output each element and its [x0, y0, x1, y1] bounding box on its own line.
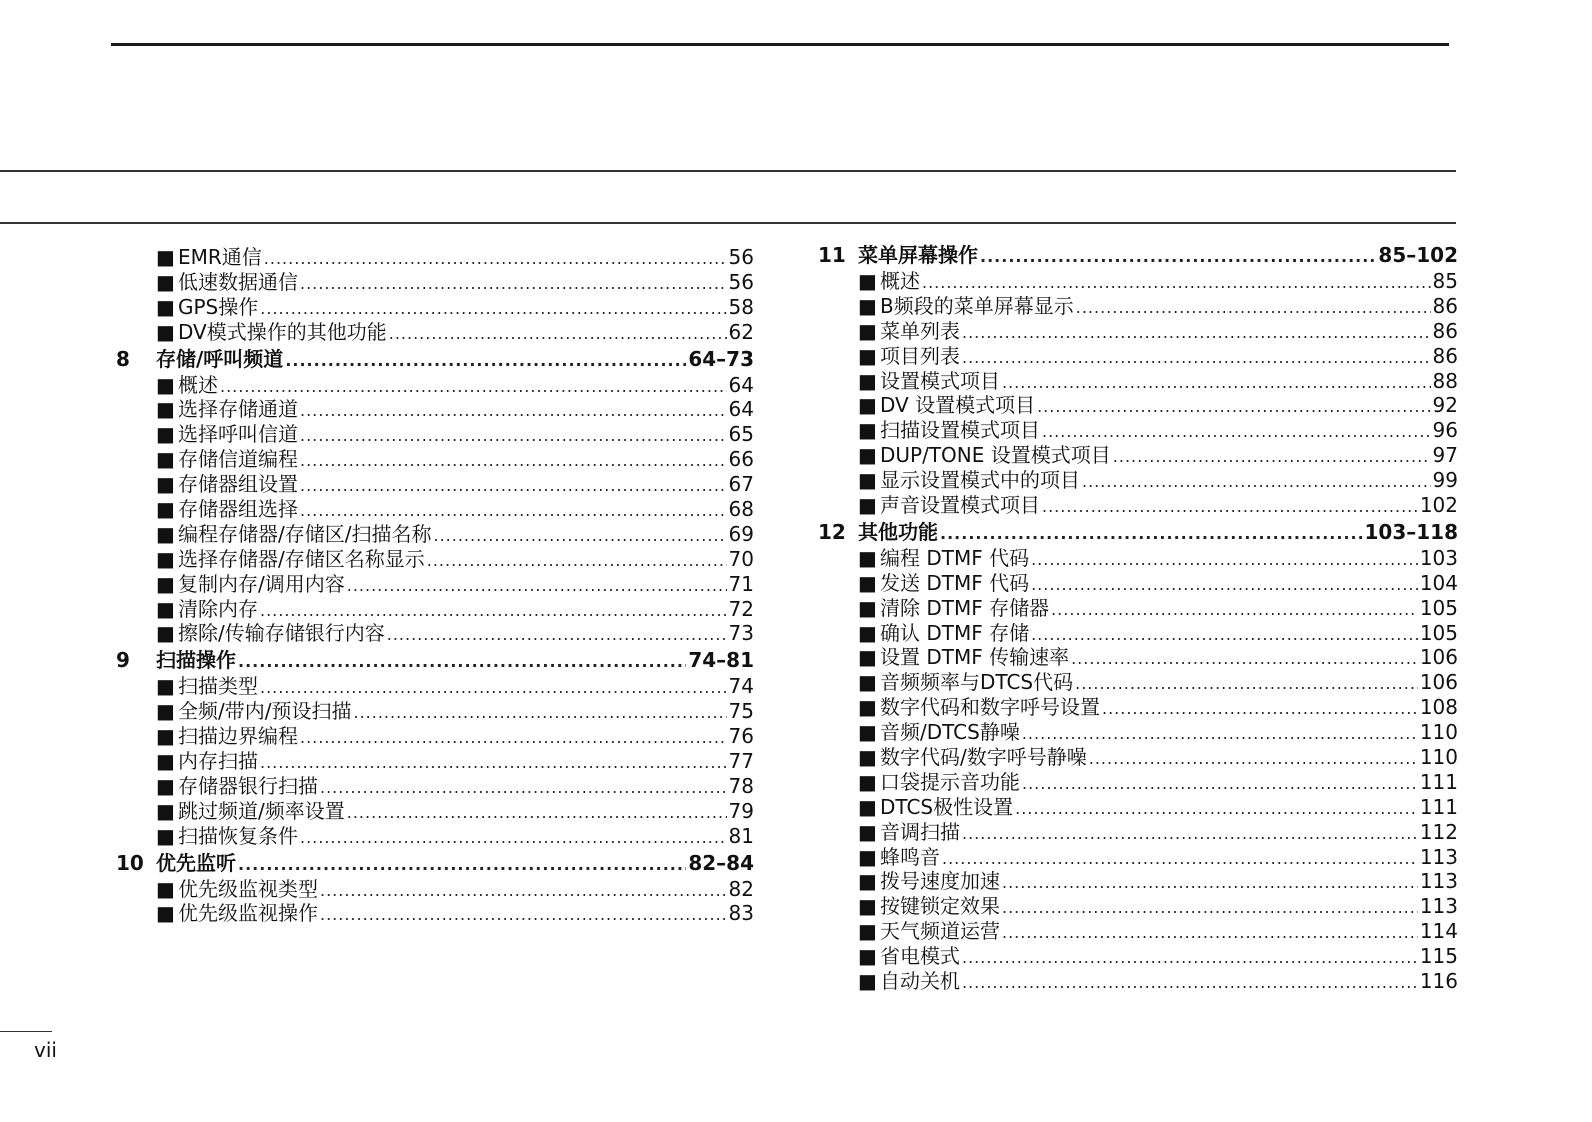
dot-leader [1089, 745, 1418, 772]
toc-entry[interactable] [818, 894, 1458, 919]
dot-leader [1022, 720, 1418, 747]
toc-entry[interactable] [818, 720, 1458, 745]
dot-leader [962, 969, 1418, 996]
square-bullet-icon: ■ [156, 521, 175, 546]
toc-entry[interactable] [116, 547, 754, 572]
entry-page: 103–118 [1364, 519, 1458, 544]
entry-page: 71 [728, 571, 754, 596]
dot-leader [962, 944, 1418, 971]
dot-leader [387, 621, 727, 648]
entry-title: 项目列表 [880, 343, 960, 368]
square-bullet-icon: ■ [858, 745, 877, 770]
dot-leader [238, 849, 686, 879]
entry-title: 设置 DTMF 传输速率 [880, 645, 1070, 670]
toc-entry[interactable] [818, 820, 1458, 845]
page-number: vii [34, 1038, 57, 1062]
toc-entry[interactable] [818, 269, 1458, 294]
entry-title: 蜂鸣音 [880, 844, 940, 869]
chapter-number: 11 [818, 243, 846, 267]
dot-leader [922, 269, 1431, 296]
entry-page: 110 [1419, 745, 1458, 770]
entry-title: 存储器银行扫描 [178, 773, 318, 798]
dot-leader [1031, 571, 1418, 598]
dot-leader [260, 749, 727, 776]
square-bullet-icon: ■ [156, 397, 175, 422]
header-rule-upper [0, 170, 1456, 172]
square-bullet-icon: ■ [156, 674, 175, 699]
toc-entry[interactable] [116, 320, 754, 345]
chapter-number: 8 [116, 346, 130, 371]
square-bullet-icon: ■ [858, 819, 877, 844]
dot-leader [1002, 894, 1418, 921]
chapter-number: 9 [116, 648, 130, 673]
square-bullet-icon: ■ [156, 699, 175, 724]
toc-entry[interactable] [116, 877, 754, 902]
entry-title: 自动关机 [880, 969, 960, 994]
dot-leader [300, 472, 727, 499]
square-bullet-icon: ■ [858, 769, 877, 794]
dot-leader [1102, 695, 1418, 722]
dot-leader [1075, 670, 1418, 697]
square-bullet-icon: ■ [156, 798, 175, 823]
entry-page: 111 [1419, 794, 1458, 819]
entry-title: 擦除/传输存储银行内容 [178, 621, 385, 646]
entry-page: 66 [728, 447, 754, 472]
entry-page: 72 [728, 596, 754, 621]
toc-entry[interactable] [818, 745, 1458, 770]
dot-leader [1015, 795, 1418, 822]
dot-leader [300, 447, 727, 474]
dot-leader [1042, 493, 1418, 520]
toc-entry[interactable] [818, 919, 1458, 944]
entry-title: EMR通信 [178, 245, 262, 269]
toc-entry[interactable] [116, 699, 754, 724]
entry-title: 低速数据通信 [178, 269, 298, 294]
toc-entry[interactable] [818, 546, 1458, 571]
square-bullet-icon: ■ [156, 823, 175, 848]
entry-title: 概述 [178, 372, 218, 397]
entry-title: 拨号速度加速 [880, 869, 1000, 894]
entry-page: 74 [728, 674, 754, 699]
entry-page: 115 [1419, 944, 1458, 969]
entry-page: 105 [1419, 595, 1458, 620]
entry-title: 确认 DTMF 存储 [880, 620, 1030, 645]
square-bullet-icon: ■ [156, 596, 175, 621]
square-bullet-icon: ■ [156, 319, 175, 344]
entry-page: 108 [1419, 695, 1458, 720]
square-bullet-icon: ■ [156, 901, 175, 926]
header-rule-lower [0, 222, 1456, 224]
entry-title: 存储信道编程 [178, 447, 298, 472]
square-bullet-icon: ■ [858, 393, 877, 418]
entry-page: 85–102 [1378, 243, 1458, 267]
entry-page: 79 [728, 798, 754, 823]
entry-page: 112 [1419, 819, 1458, 844]
square-bullet-icon: ■ [858, 844, 877, 869]
dot-leader [300, 497, 727, 524]
entry-title: DTCS极性设置 [880, 794, 1014, 819]
dot-leader [238, 646, 686, 676]
entry-page: 58 [728, 294, 754, 319]
dot-leader [347, 572, 727, 599]
toc-entry[interactable] [818, 468, 1458, 493]
entry-page: 114 [1419, 919, 1458, 944]
entry-title: 内存扫描 [178, 749, 258, 774]
square-bullet-icon: ■ [156, 621, 175, 646]
top-rule [111, 43, 1449, 46]
entry-page: 88 [1432, 368, 1458, 393]
entry-title: 选择存储通道 [178, 397, 298, 422]
toc-entry[interactable] [116, 295, 754, 320]
square-bullet-icon: ■ [858, 969, 877, 994]
square-bullet-icon: ■ [156, 724, 175, 749]
toc-entry[interactable] [116, 472, 754, 497]
dot-leader [433, 522, 726, 549]
entry-page: 81 [728, 823, 754, 848]
dot-leader [300, 724, 727, 751]
entry-title: 按键锁定效果 [880, 894, 1000, 919]
dot-leader [347, 799, 727, 826]
dot-leader [962, 319, 1431, 346]
dot-leader [940, 518, 1363, 548]
square-bullet-icon: ■ [156, 447, 175, 472]
entry-title: 优先监听 [156, 850, 236, 875]
entry-title: DUP/TONE 设置模式项目 [880, 443, 1111, 468]
entry-title: 选择呼叫信道 [178, 422, 298, 447]
square-bullet-icon: ■ [858, 595, 877, 620]
dot-leader [320, 877, 727, 904]
entry-page: 64 [728, 397, 754, 422]
toc-entry[interactable] [116, 799, 754, 824]
toc-entry[interactable] [818, 670, 1458, 695]
entry-title: 声音设置模式项目 [880, 493, 1040, 518]
entry-page: 56 [728, 269, 754, 294]
dot-leader [389, 320, 727, 347]
square-bullet-icon: ■ [156, 749, 175, 774]
dot-leader [1031, 546, 1418, 573]
entry-page: 74–81 [688, 648, 754, 673]
toc-entry[interactable] [116, 397, 754, 422]
entry-title: 概述 [880, 269, 920, 293]
square-bullet-icon: ■ [858, 894, 877, 919]
square-bullet-icon: ■ [858, 418, 877, 443]
entry-title: 设置模式项目 [880, 368, 1000, 393]
toc-chapter-heading[interactable] [818, 518, 1458, 546]
toc-entry[interactable] [818, 344, 1458, 369]
footer-rule [0, 1031, 52, 1032]
square-bullet-icon: ■ [156, 546, 175, 571]
entry-page: 99 [1432, 468, 1458, 493]
toc-entry[interactable] [116, 901, 754, 926]
dot-leader [1002, 369, 1431, 396]
square-bullet-icon: ■ [858, 944, 877, 969]
entry-title: 扫描操作 [156, 648, 236, 673]
entry-page: 92 [1432, 393, 1458, 418]
entry-title: DV 设置模式项目 [880, 393, 1036, 418]
dot-leader [320, 901, 727, 928]
entry-page: 65 [728, 422, 754, 447]
dot-leader [285, 345, 686, 375]
dot-leader [300, 270, 727, 297]
entry-title: 优先级监视操作 [178, 901, 318, 926]
toc-entry[interactable] [116, 597, 754, 622]
entry-title: 清除内存 [178, 596, 258, 621]
entry-title: 菜单屏幕操作 [858, 243, 978, 267]
entry-title: 存储器组设置 [178, 472, 298, 497]
square-bullet-icon: ■ [156, 372, 175, 397]
entry-page: 75 [728, 699, 754, 724]
entry-page: 64–73 [688, 346, 754, 371]
entry-title: 口袋提示音功能 [880, 769, 1020, 794]
dot-leader [1082, 468, 1431, 495]
toc-entry[interactable] [818, 319, 1458, 344]
toc-entry[interactable] [818, 969, 1458, 994]
entry-title: 存储/呼叫频道 [156, 346, 284, 371]
entry-page: 116 [1419, 969, 1458, 994]
entry-page: 86 [1432, 343, 1458, 368]
chapter-number: 12 [818, 519, 846, 544]
entry-title: 显示设置模式中的项目 [880, 468, 1080, 493]
dot-leader [320, 774, 727, 801]
entry-page: 85 [1432, 269, 1458, 293]
toc-column-right [818, 241, 1458, 994]
entry-title: 数字代码和数字呼号设置 [880, 695, 1100, 720]
entry-page: 64 [728, 372, 754, 397]
dot-leader [942, 845, 1418, 872]
dot-leader [962, 820, 1418, 847]
entry-title: 全频/带内/预设扫描 [178, 699, 352, 724]
entry-page: 70 [728, 546, 754, 571]
square-bullet-icon: ■ [858, 443, 877, 468]
entry-page: 106 [1419, 645, 1458, 670]
dot-leader [260, 674, 727, 701]
square-bullet-icon: ■ [858, 919, 877, 944]
toc-entry[interactable] [818, 695, 1458, 720]
entry-title: 扫描设置模式项目 [880, 418, 1040, 443]
toc-entry[interactable] [818, 596, 1458, 621]
square-bullet-icon: ■ [156, 269, 175, 294]
square-bullet-icon: ■ [858, 670, 877, 695]
entry-page: 111 [1419, 769, 1458, 794]
dot-leader [300, 824, 727, 851]
square-bullet-icon: ■ [858, 570, 877, 595]
entry-page: 86 [1432, 293, 1458, 318]
entry-page: 56 [728, 245, 754, 269]
dot-leader [1037, 393, 1430, 420]
dot-leader [1002, 919, 1418, 946]
toc-entry[interactable] [818, 770, 1458, 795]
entry-page: 68 [728, 497, 754, 522]
entry-title: 菜单列表 [880, 318, 960, 343]
chapter-number: 10 [116, 850, 144, 875]
toc-entry[interactable] [818, 493, 1458, 518]
toc-entry[interactable] [116, 245, 754, 270]
dot-leader [1042, 418, 1431, 445]
toc-entry[interactable] [818, 795, 1458, 820]
square-bullet-icon: ■ [858, 493, 877, 518]
entry-page: 113 [1419, 844, 1458, 869]
square-bullet-icon: ■ [858, 368, 877, 393]
square-bullet-icon: ■ [858, 695, 877, 720]
entry-title: 音调扫描 [880, 819, 960, 844]
toc-column-left [116, 245, 754, 926]
square-bullet-icon: ■ [156, 773, 175, 798]
toc-entry[interactable] [116, 621, 754, 646]
dot-leader [1076, 294, 1431, 321]
entry-page: 83 [728, 901, 754, 926]
toc-entry[interactable] [818, 393, 1458, 418]
entry-page: 96 [1432, 418, 1458, 443]
entry-page: 82 [728, 876, 754, 901]
dot-leader [980, 241, 1376, 271]
toc-entry[interactable] [116, 522, 754, 547]
entry-page: 103 [1419, 545, 1458, 570]
toc-entry[interactable] [116, 749, 754, 774]
entry-title: 省电模式 [880, 944, 960, 969]
toc-chapter-heading[interactable] [116, 646, 754, 674]
entry-page: 77 [728, 749, 754, 774]
entry-title: 存储器组选择 [178, 497, 298, 522]
entry-page: 62 [728, 319, 754, 344]
toc-entry[interactable] [116, 373, 754, 398]
dot-leader [1022, 770, 1418, 797]
square-bullet-icon: ■ [858, 318, 877, 343]
square-bullet-icon: ■ [858, 545, 877, 570]
square-bullet-icon: ■ [156, 472, 175, 497]
square-bullet-icon: ■ [156, 422, 175, 447]
toc-entry[interactable] [818, 645, 1458, 670]
dot-leader [260, 295, 726, 322]
dot-leader [220, 373, 727, 400]
entry-title: 选择存储器/存储区名称显示 [178, 546, 425, 571]
entry-title: 跳过频道/频率设置 [178, 798, 345, 823]
entry-title: 复制内存/调用内容 [178, 571, 345, 596]
dot-leader [260, 597, 727, 624]
toc-entry[interactable] [116, 824, 754, 849]
entry-title: 音频频率与DTCS代码 [880, 670, 1074, 695]
entry-page: 69 [728, 521, 754, 546]
square-bullet-icon: ■ [858, 343, 877, 368]
dot-leader [300, 422, 727, 449]
entry-title: 音频/DTCS静噪 [880, 720, 1020, 745]
square-bullet-icon: ■ [156, 245, 175, 269]
entry-page: 102 [1419, 493, 1458, 518]
dot-leader [353, 699, 726, 726]
toc-chapter-heading[interactable] [116, 345, 754, 373]
toc-entry[interactable] [818, 443, 1458, 468]
entry-page: 82–84 [688, 850, 754, 875]
entry-title: 编程存储器/存储区/扫描名称 [178, 521, 432, 546]
square-bullet-icon: ■ [156, 294, 175, 319]
entry-page: 110 [1419, 720, 1458, 745]
entry-title: 优先级监视类型 [178, 876, 318, 901]
dot-leader [1113, 443, 1431, 470]
entry-page: 97 [1432, 443, 1458, 468]
square-bullet-icon: ■ [156, 571, 175, 596]
entry-title: 天气频道运营 [880, 919, 1000, 944]
square-bullet-icon: ■ [156, 497, 175, 522]
square-bullet-icon: ■ [858, 468, 877, 493]
square-bullet-icon: ■ [858, 645, 877, 670]
entry-page: 113 [1419, 894, 1458, 919]
entry-title: 扫描边界编程 [178, 724, 298, 749]
dot-leader [1051, 596, 1418, 623]
entry-title: 其他功能 [858, 519, 938, 544]
dot-leader [427, 547, 727, 574]
entry-title: DV模式操作的其他功能 [178, 319, 387, 344]
square-bullet-icon: ■ [858, 720, 877, 745]
toc-entry[interactable] [818, 869, 1458, 894]
entry-page: 86 [1432, 318, 1458, 343]
toc-entry[interactable] [818, 944, 1458, 969]
square-bullet-icon: ■ [858, 620, 877, 645]
dot-leader [300, 397, 727, 424]
entry-title: 扫描类型 [178, 674, 258, 699]
square-bullet-icon: ■ [858, 794, 877, 819]
entry-title: 发送 DTMF 代码 [880, 570, 1030, 595]
entry-page: 105 [1419, 620, 1458, 645]
square-bullet-icon: ■ [858, 869, 877, 894]
square-bullet-icon: ■ [858, 269, 877, 293]
entry-page: 113 [1419, 869, 1458, 894]
square-bullet-icon: ■ [156, 876, 175, 901]
square-bullet-icon: ■ [858, 293, 877, 318]
entry-title: B频段的菜单屏幕显示 [880, 293, 1074, 318]
toc-entry[interactable] [116, 674, 754, 699]
entry-page: 73 [728, 621, 754, 646]
entry-title: 数字代码/数字呼号静噪 [880, 745, 1087, 770]
entry-title: 编程 DTMF 代码 [880, 545, 1030, 570]
toc-entry[interactable] [818, 845, 1458, 870]
toc-chapter-heading[interactable] [818, 241, 1458, 269]
toc-chapter-heading[interactable] [116, 849, 754, 877]
toc-entry[interactable] [116, 774, 754, 799]
entry-page: 104 [1419, 570, 1458, 595]
dot-leader [1002, 869, 1418, 896]
toc-entry[interactable] [818, 294, 1458, 319]
entry-page: 106 [1419, 670, 1458, 695]
toc-entry[interactable] [116, 422, 754, 447]
toc-entry[interactable] [116, 724, 754, 749]
entry-page: 67 [728, 472, 754, 497]
toc-entry[interactable] [116, 497, 754, 522]
entry-page: 76 [728, 724, 754, 749]
toc-entry[interactable] [818, 369, 1458, 394]
toc-entry[interactable] [116, 447, 754, 472]
entry-title: GPS操作 [178, 294, 259, 319]
dot-leader [264, 245, 727, 272]
toc-entry[interactable] [116, 572, 754, 597]
toc-entry[interactable] [818, 621, 1458, 646]
dot-leader [1031, 621, 1418, 648]
dot-leader [962, 344, 1431, 371]
toc-entry[interactable] [818, 418, 1458, 443]
dot-leader [1071, 645, 1418, 672]
toc-entry[interactable] [818, 571, 1458, 596]
entry-title: 扫描恢复条件 [178, 823, 298, 848]
toc-entry[interactable] [116, 270, 754, 295]
entry-title: 清除 DTMF 存储器 [880, 595, 1050, 620]
entry-page: 78 [728, 773, 754, 798]
